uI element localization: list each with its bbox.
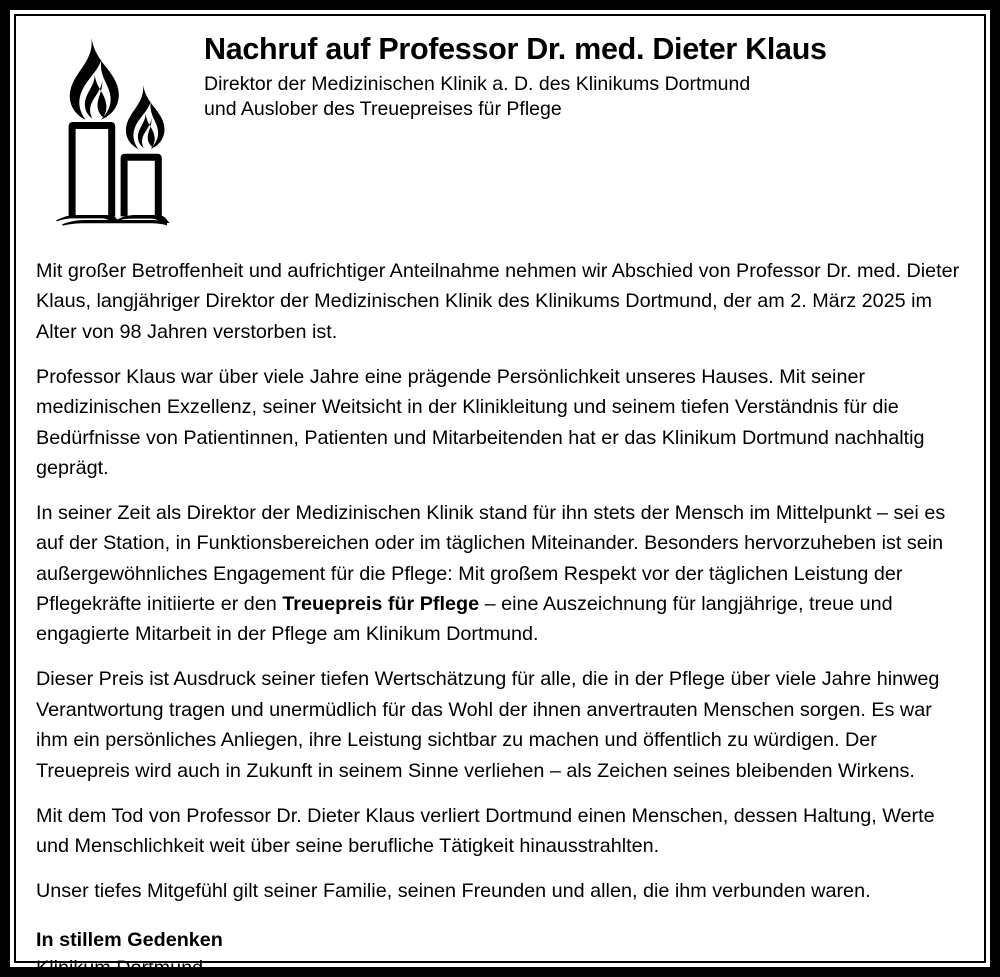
paragraph-award-meaning: Dieser Preis ist Ausdruck seiner tiefen Wertschätzung für alle, die in der Pflege über viele Jahre hinweg Verantwortung tragen und unermüdlich für das Wohl der ihnen anvertrauten Menschen sorgen. Es war ihm ein persönliches Anliegen, ihre Leistung sichtbar zu machen und öffentlich zu würdigen. Der Treuepreis wird auch in Zukunft in seinem Sinne verliehen – als Zeichen seines bleibenden Wirkens. bbox=[36, 668, 940, 782]
paragraph-award bbox=[36, 498, 960, 650]
organization-name: Klinikum Dortmund bbox=[36, 957, 204, 977]
subtitle-line-1: Direktor der Medizinischen Klinik a. D. des Klinikums Dortmund bbox=[204, 73, 751, 96]
memorial-line: In stillem Gedenken bbox=[36, 929, 223, 952]
award-text-after-bold: – eine Auszeichnung für langjährige, treue und engagierte Mitarbeit in der Pflege am Klinikum Dortmund. bbox=[36, 593, 893, 646]
award-name-bold: Treuepreis für Pflege bbox=[282, 593, 480, 616]
paragraph-loss: Mit dem Tod von Professor Dr. Dieter Klaus verliert Dortmund einen Menschen, dessen Haltung, Werte und Menschlichkeit weit über seine berufliche Tätigkeit hinausstrahlten. bbox=[36, 804, 935, 857]
paragraph-condolences: Unser tiefes Mitgefühl gilt seiner Familie, seinen Freunden und allen, die ihm verbunden waren. bbox=[36, 879, 871, 902]
subtitle bbox=[204, 72, 960, 122]
paragraph-introduction: Mit großer Betroffenheit und aufrichtiger Anteilnahme nehmen wir Abschied von Professor Dr. med. Dieter Klaus, langjähriger Direktor der Medizinischen Klinik des Klinikums Dortmund, der am 2. März 2025 im Alter von 98 Jahren verstorben ist. bbox=[36, 260, 960, 343]
notice-outer-border bbox=[10, 10, 990, 977]
closing-block bbox=[36, 926, 960, 977]
notice-content-area bbox=[16, 16, 984, 977]
notice-inner-rule bbox=[14, 14, 986, 977]
award-text-before-bold: In seiner Zeit als Direktor der Medizinischen Klinik stand für ihn stets der Mensch im Mittelpunkt – sei es auf der Station, in Funktionsbereichen oder im täglichen Miteinander. Besonders hervorzuheben ist sein außergewöhnliches Engagement für die Pflege: Mit großem Respekt vor der täglichen Leistung der Pflegekräfte initiierte er den bbox=[36, 501, 946, 616]
subtitle-line-2: und Auslober des Treuepreises für Pflege bbox=[204, 98, 562, 121]
obituary-body bbox=[36, 256, 960, 977]
two-candles-icon bbox=[44, 34, 176, 234]
notice-text-column bbox=[192, 30, 960, 122]
page-title: Nachruf auf Professor Dr. med. Dieter Klaus bbox=[204, 32, 827, 66]
paragraph-legacy: Professor Klaus war über viele Jahre eine prägende Persönlichkeit unseres Hauses. Mit seiner medizinischen Exzellenz, seiner Weitsicht in der Klinikleitung und seinem tiefen Verständnis für die Bedürfnisse von Patientinnen, Patienten und Mitarbeitenden hat er das Klinikum Dortmund nachhaltig geprägt. bbox=[36, 365, 925, 479]
candles-illustration bbox=[36, 30, 192, 234]
